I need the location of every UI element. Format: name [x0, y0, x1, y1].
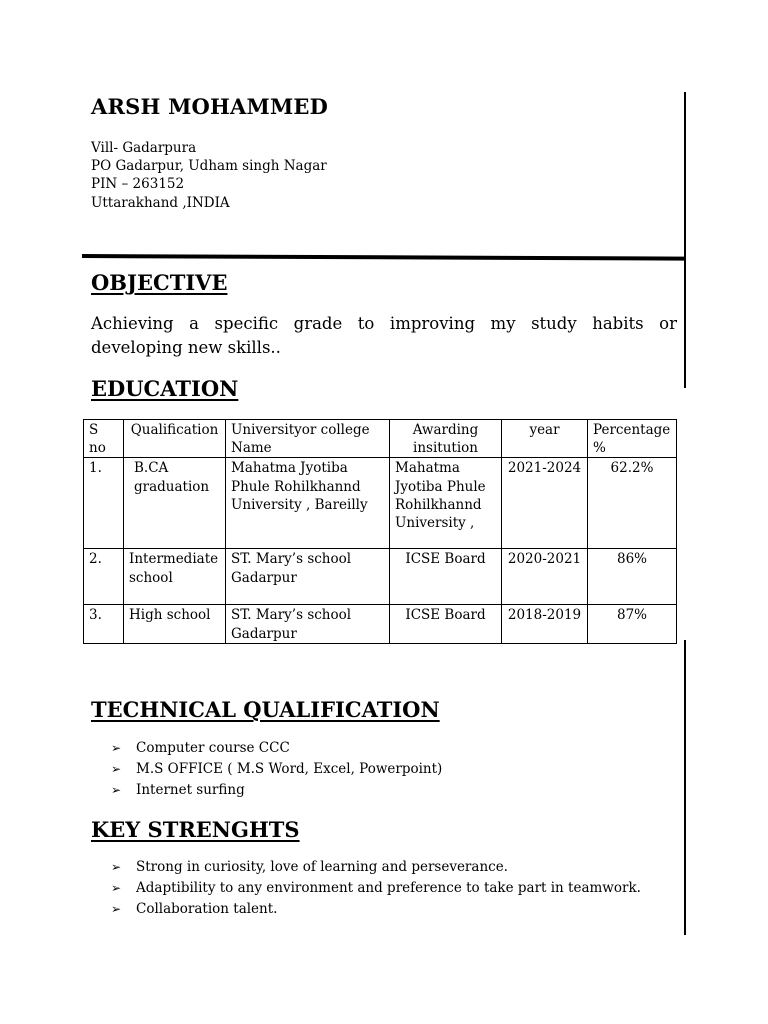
arrowhead-bullet-icon: ➢ — [111, 881, 122, 895]
cell-percentage: 62.2% — [588, 458, 677, 549]
list-item-text: Strong in curiosity, love of learning and perseverance. — [136, 859, 508, 875]
column-header-awarding: Awarding insitution — [390, 420, 502, 458]
column-header-university: Universityor college Name — [226, 420, 390, 458]
address-line: PO Gadarpur, Udham singh Nagar — [91, 158, 327, 175]
column-header-sno: S no — [84, 420, 124, 458]
education-heading: EDUCATION — [91, 376, 239, 401]
address-block — [91, 139, 327, 212]
right-border-line-top — [684, 92, 686, 388]
technical-heading: TECHNICAL QUALIFICATION — [91, 697, 440, 722]
table-row — [84, 458, 677, 549]
list-item — [111, 738, 442, 759]
cell-year: 2020-2021 — [502, 549, 588, 605]
cell-year: 2018-2019 — [502, 605, 588, 643]
cell-sno: 2. — [84, 549, 124, 605]
education-table — [83, 419, 677, 644]
arrowhead-bullet-icon: ➢ — [111, 902, 122, 916]
list-item-text: Adaptibility to any environment and preference to take part in teamwork. — [136, 880, 641, 896]
list-item — [111, 857, 641, 878]
candidate-name: ARSH MOHAMMED — [91, 94, 329, 119]
column-header-percentage: Percentage % — [588, 420, 677, 458]
cell-sno: 1. — [84, 458, 124, 549]
cell-awarding: ICSE Board — [390, 605, 502, 643]
technical-list — [111, 738, 442, 801]
list-item-text: M.S OFFICE ( M.S Word, Excel, Powerpoint) — [136, 761, 443, 777]
column-header-qualification: Qualification — [124, 420, 226, 458]
column-header-year: year — [502, 420, 588, 458]
arrowhead-bullet-icon: ➢ — [111, 762, 122, 776]
objective-text: Achieving a specific grade to improving my study habits or developing new skills.. — [91, 314, 677, 357]
cell-awarding: Mahatma Jyotiba Phule Rohilkhannd University , — [390, 458, 502, 549]
arrowhead-bullet-icon: ➢ — [111, 741, 122, 755]
arrowhead-bullet-icon: ➢ — [111, 783, 122, 797]
cell-qualification: High school — [124, 605, 226, 643]
address-line: PIN – 263152 — [91, 176, 185, 193]
list-item — [111, 759, 442, 780]
list-item-text: Internet surfing — [136, 782, 245, 798]
table-header-row — [84, 420, 677, 458]
address-line: Uttarakhand ,INDIA — [91, 194, 230, 211]
cell-qualification: B.CA graduation — [124, 458, 226, 549]
table-row — [84, 549, 677, 605]
right-border-line-bottom — [684, 640, 686, 935]
cell-sno: 3. — [84, 605, 124, 643]
address-line: Vill- Gadarpura — [91, 140, 197, 156]
table-row — [84, 605, 677, 643]
cell-university: ST. Mary’s school Gadarpur — [226, 605, 390, 643]
cell-university: Mahatma Jyotiba Phule Rohilkhannd University , Bareilly — [226, 458, 390, 549]
strengths-heading: KEY STRENGHTS — [91, 817, 300, 842]
list-item-text: Collaboration talent. — [136, 901, 278, 917]
list-item-text: Computer course CCC — [136, 740, 290, 756]
list-item — [111, 878, 641, 899]
cell-awarding: ICSE Board — [390, 549, 502, 605]
cell-percentage: 86% — [588, 549, 677, 605]
objective-heading: OBJECTIVE — [91, 270, 228, 295]
cell-qualification: Intermediate school — [124, 549, 226, 605]
cell-percentage: 87% — [588, 605, 677, 643]
cell-year: 2021-2024 — [502, 458, 588, 549]
list-item — [111, 780, 442, 801]
strengths-list — [111, 857, 641, 920]
list-item — [111, 899, 641, 920]
cell-university: ST. Mary’s school Gadarpur — [226, 549, 390, 605]
header-divider — [82, 254, 686, 261]
arrowhead-bullet-icon: ➢ — [111, 860, 122, 874]
